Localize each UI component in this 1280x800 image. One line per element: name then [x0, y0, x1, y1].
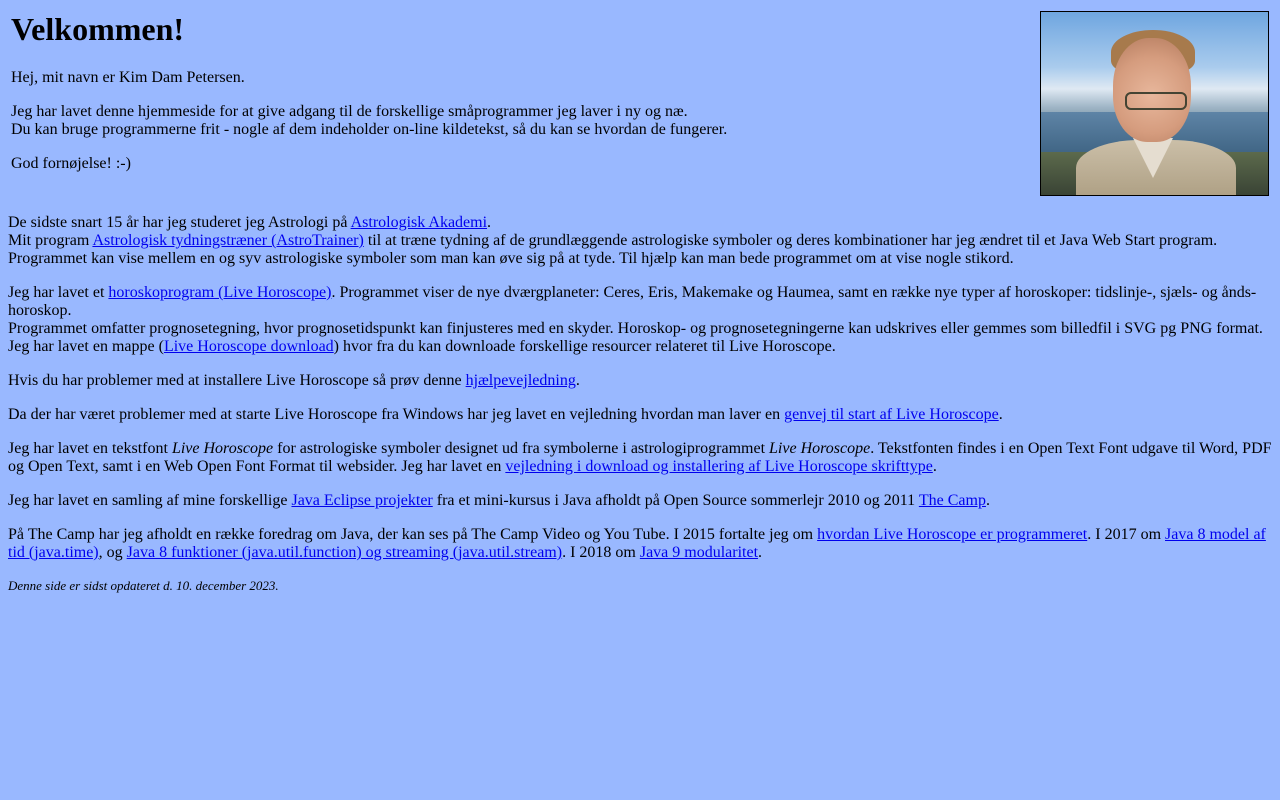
link-live-horoscope-programming[interactable]: hvordan Live Horoscope er programmeret: [817, 526, 1088, 543]
link-java8-functions[interactable]: Java 8 funktioner (java.util.function) og streaming (java.util.stream): [126, 544, 563, 561]
intro-greeting: Hej, mit navn er Kim Dam Petersen.: [11, 69, 245, 86]
paragraph-install-help: Hvis du har problemer med at installere Live Horoscope så prøv denne hjælpevejledning.: [8, 372, 580, 389]
link-help-guide[interactable]: hjælpevejledning: [465, 372, 576, 389]
paragraph-talks: På The Camp har jeg afholdt en række foredrag om Java, der kan ses på The Camp Video og You Tube. I 2015 fortalte jeg om hvordan Live Horoscope er programmeret. I 2017 om Java 8 model af tid (java.time), og Java 8 funktioner (java.util.function) og streaming (java.util.stream). I 2018 om Java 9 modularitet.: [8, 526, 1266, 561]
link-live-horoscope-download[interactable]: Live Horoscope download: [163, 338, 334, 355]
paragraph-shortcut: Da der har været problemer med at starte Live Horoscope fra Windows har jeg lavet en vejledning hvordan man laver en genvej til start af Live Horoscope.: [8, 406, 1003, 423]
paragraph-live-horoscope: Jeg har lavet et horoskoprogram (Live Horoscope). Programmet viser de nye dværgplaneter: Ceres, Eris, Makemake og Haumea, samt en række nye typer af horoskoper: tidslinje-, sjæls- og ånds-horoskop. Programmet omfatter prognosetegning, hvor prognosetidspunkt kan finjusteres med en skyder. Horoskop- og prognosetegningerne kan udskrives eller gemmes som billedfil i SVG pg PNG format. Jeg har lavet en mappe (Live Horoscope download) hvor fra du kan downloade forskellige resourcer relateret til Live Horoscope.: [8, 284, 1263, 355]
link-the-camp[interactable]: The Camp: [918, 492, 986, 509]
paragraph-astrology: De sidste snart 15 år har jeg studeret jeg Astrologi på Astrologisk Akademi. Mit program Astrologisk tydningstræner (AstroTrainer) til at træne tydning af de grundlæggende astrologiske symboler og deres kombinationer har jeg ændret til et Java Web Start program. Programmet kan vise mellem en og syv astrologiske symboler som man kan øve sig på at tyde. Til hjælp kan man bede programmet om at vise nogle stikord.: [8, 214, 1218, 267]
intro-purpose: Jeg har lavet denne hjemmeside for at give adgang til de forskellige småprogrammer jeg laver i ny og næ.: [11, 103, 688, 120]
intro-enjoy: God fornøjelse! :-): [11, 155, 131, 172]
intro-usage: Du kan bruge programmerne frit - nogle af dem indeholder on-line kildetekst, så du kan se hvordan de fungerer.: [11, 121, 728, 138]
page-title: Velkommen!: [11, 11, 185, 47]
link-java-eclipse-projects[interactable]: Java Eclipse projekter: [291, 492, 433, 509]
author-photo: [1040, 11, 1269, 196]
main-content: [8, 214, 1272, 610]
link-font-guide[interactable]: vejledning i download og installering af Live Horoscope skrifttype: [505, 458, 933, 475]
last-updated: Denne side er sidst opdateret d. 10. december 2023.: [8, 578, 279, 593]
paragraph-font: Jeg har lavet en tekstfont Live Horoscope for astrologiske symboler designet ud fra symbolerne i astrologiprogrammet Live Horoscope. Tekstfonten findes i en Open Text Font udgave til Word, PDF og Open Text, samt i en Web Open Font Format til websider. Jeg har lavet en vejledning i download og installering af Live Horoscope skrifttype.: [8, 440, 1272, 475]
header: [0, 0, 1280, 200]
link-shortcut-guide[interactable]: genvej til start af Live Horoscope: [784, 406, 999, 423]
link-astrotrainer[interactable]: Astrologisk tydningstræner (AstroTrainer): [92, 232, 364, 249]
link-java8-time[interactable]: Java 8 model af tid (java.time): [8, 526, 1266, 561]
link-java9-modules[interactable]: Java 9 modularitet: [639, 544, 759, 561]
link-astrologisk-akademi[interactable]: Astrologisk Akademi: [350, 214, 488, 231]
link-live-horoscope[interactable]: horoskoprogram (Live Horoscope): [108, 284, 332, 301]
paragraph-eclipse: Jeg har lavet en samling af mine forskellige Java Eclipse projekter fra et mini-kursus i Java afholdt på Open Source sommerlejr 2010 og 2011 The Camp.: [8, 492, 990, 509]
